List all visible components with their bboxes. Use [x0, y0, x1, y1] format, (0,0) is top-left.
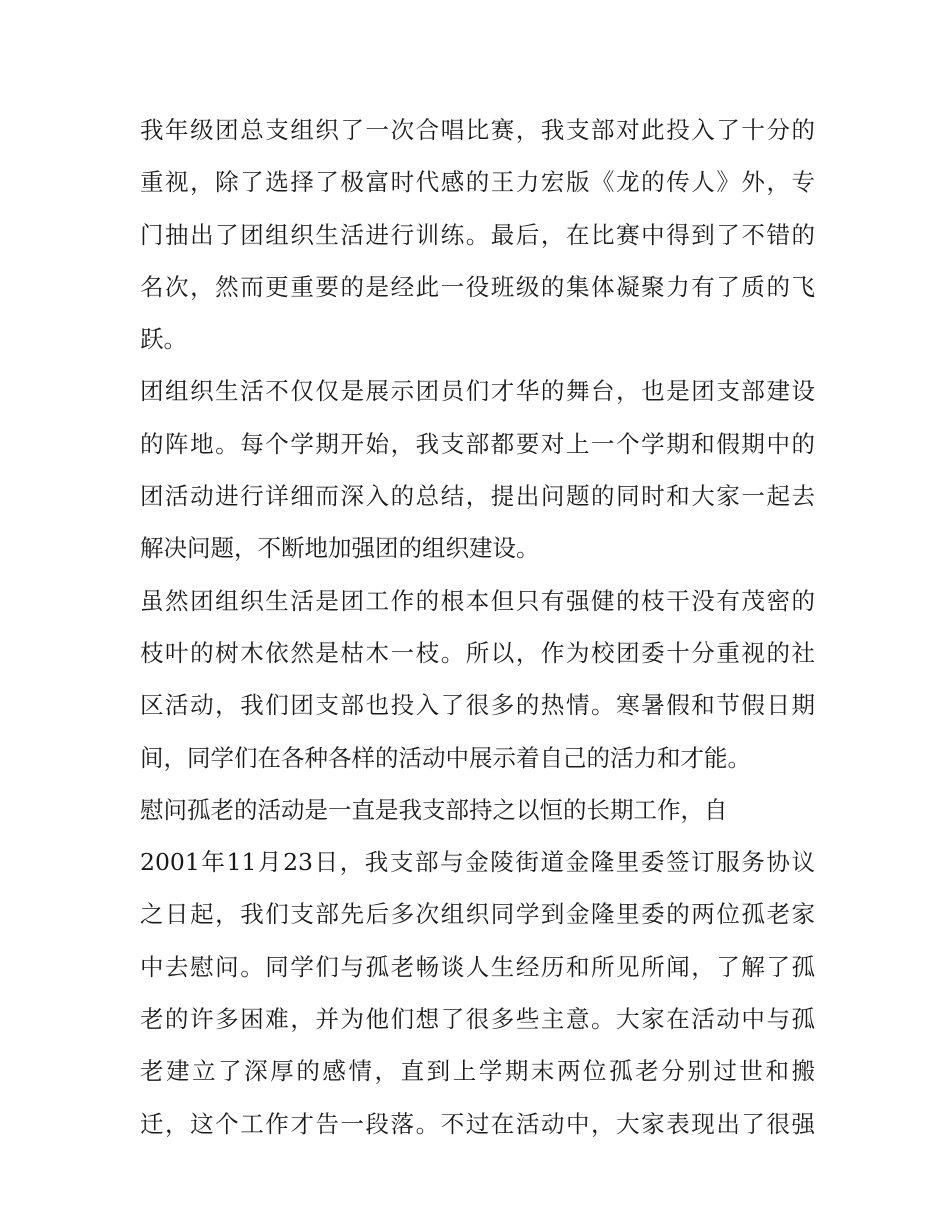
- document-body: [140, 104, 815, 1150]
- paragraph-4-line-4: 中去慰问。同学们与孤老畅谈人生经历和所见所闻，了解了孤: [140, 952, 815, 981]
- paragraph-2-line-2: 的阵地。每个学期开始，我支部都要对上一个学期和假期中的: [140, 429, 815, 458]
- paragraph-3-line-3: 区活动，我们团支部也投入了很多的热情。寒暑假和节假日期: [140, 691, 815, 720]
- paragraph-2-line-3: 团活动进行详细而深入的总结，提出问题的同时和大家一起去: [140, 482, 815, 511]
- paragraph-4-line-7: 迁，这个工作才告一段落。不过在活动中，大家表现出了很强: [140, 1109, 815, 1138]
- paragraph-1-line-4: 名次，然而更重要的是经此一役班级的集体凝聚力有了质的飞: [140, 272, 815, 301]
- paragraph-3-line-2: 枝叶的树木依然是枯木一枝。所以，作为校团委十分重视的社: [140, 638, 815, 667]
- paragraph-3-line-1: 虽然团组织生活是团工作的根本但只有强健的枝干没有茂密的: [140, 586, 815, 615]
- paragraph-1-line-2: 重视，除了选择了极富时代感的王力宏版《龙的传人》外，专: [140, 168, 815, 197]
- paragraph-4-line-5: 老的许多困难，并为他们想了很多些主意。大家在活动中与孤: [140, 1005, 815, 1034]
- paragraph-1-line-5: 跃。: [140, 325, 187, 354]
- paragraph-3-line-4: 间，同学们在各种各样的活动中展示着自己的活力和才能。: [140, 743, 751, 772]
- paragraph-1-line-1: 我年级团总支组织了一次合唱比赛，我支部对此投入了十分的: [140, 116, 815, 144]
- paragraph-4-line-3: 之日起，我们支部先后多次组织同学到金隆里委的两位孤老家: [140, 900, 815, 929]
- paragraph-2-line-4: 解决问题，不断地加强团的组织建设。: [140, 534, 540, 563]
- paragraph-4-line-6: 老建立了深厚的感情，直到上学期末两位孤老分别过世和搬: [140, 1057, 815, 1086]
- paragraph-4-line-2: 2001年11月23日，我支部与金陵街道金隆里委签订服务协议: [140, 848, 815, 877]
- paragraph-2-line-1: 团组织生活不仅仅是展示团员们才华的舞台，也是团支部建设: [140, 377, 815, 406]
- paragraph-1-line-3: 门抽出了团组织生活进行训练。最后，在比赛中得到了不错的: [140, 220, 815, 249]
- paragraph-4-line-1: 慰问孤老的活动是一直是我支部持之以恒的长期工作，自: [140, 795, 728, 824]
